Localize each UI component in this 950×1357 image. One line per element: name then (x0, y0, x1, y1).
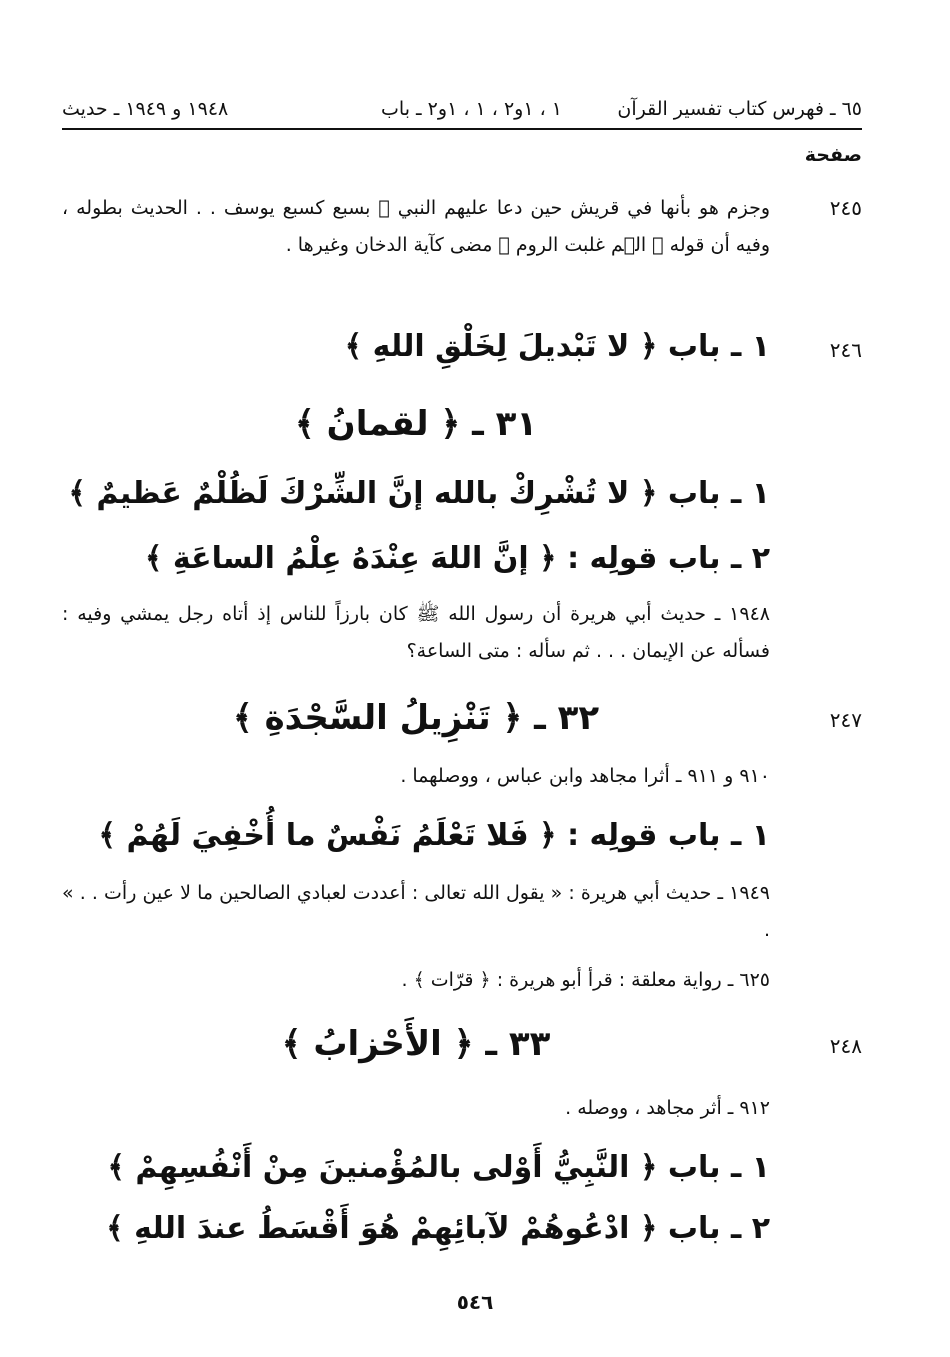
bab-heading: ١ ـ باب قولِه : ﴿ فَلا تَعْلَمُ نَفْسٌ ما أُخْفِيَ لَهُمْ ﴾ (98, 818, 770, 853)
page-number-footer: ٥٤٦ (456, 1290, 494, 1314)
bab-heading: ١ ـ باب ﴿ لا تُشْرِكْ بالله إنَّ الشِّرْكَ لَظُلْمٌ عَظيمٌ ﴾ (68, 476, 770, 511)
volume-page-number: ٢٤٨ (829, 1034, 862, 1058)
header-bab-range: ١ ، ١و٢ ، ١ ، ١و٢ ـ باب (381, 98, 562, 120)
hadith-entry: ١٩٤٨ ـ حديث أبي هريرة أن رسول الله ﷺ كان بارزاً للناس إذ أتاه رجل يمشي وفيه : فسأله عن الإيمان . . . ثم سأله : متى الساعة؟ (62, 603, 770, 662)
bab-heading: ١ ـ باب ﴿ لا تَبْديلَ لِخَلْقِ اللهِ ﴾ (344, 329, 770, 364)
volume-page-number: ٢٤٧ (829, 708, 862, 732)
header-rule (62, 128, 862, 130)
athar-entry: ٩١٠ و ٩١١ ـ أثرا مجاهد وابن عباس ، ووصلهما . (400, 765, 770, 787)
sura-heading: ٣٢ ـ ﴿ تَنْزِيلُ السَّجْدَةِ ﴾ (232, 698, 600, 738)
sura-heading: ٣١ ـ ﴿ لقمانُ ﴾ (294, 404, 538, 444)
header-hadith-range: ١٩٤٨ و ١٩٤٩ ـ حديث (62, 98, 229, 120)
bab-heading: ٢ ـ باب ﴿ ادْعُوهُمْ لآبائِهِمْ هُوَ أَقْسَطُ عندَ اللهِ ﴾ (106, 1211, 770, 1246)
header-chapter-title: ٦٥ ـ فهرس كتاب تفسير القرآن (617, 98, 862, 120)
volume-page-number: ٢٤٦ (829, 338, 862, 362)
hadith-entry: ١٩٤٩ ـ حديث أبي هريرة : « يقول الله تعالى : أعددت لعبادي الصالحين ما لا عين رأت . . » . (62, 882, 770, 941)
volume-page-number: ٢٤٥ (829, 196, 862, 220)
sura-heading: ٣٣ ـ ﴿ الأَحْزابُ ﴾ (281, 1024, 551, 1064)
riwaya-entry: ٦٢٥ ـ رواية معلقة : قرأ أبو هريرة : ﴿ قرّات ﴾ . (401, 969, 770, 991)
entry-text: وجزم هو بأنها في قريش حين دعا عليهم النبي ﷺ بسبع كسبع يوسف . . الحديث بطوله ، وفيه أن قوله ﴿ الۤم غلبت الروم ﴾ مضى كآية الدخان وغيرها . (62, 197, 770, 256)
bab-heading: ١ ـ باب ﴿ النَّبِيُّ أَوْلى بالمُؤْمنينَ مِنْ أَنْفُسِهِمْ ﴾ (107, 1150, 770, 1185)
running-header (62, 98, 862, 122)
page-column-label: صفحة (804, 144, 862, 166)
bab-heading: ٢ ـ باب قولِه : ﴿ إنَّ اللهَ عِنْدَهُ عِلْمُ الساعَةِ ﴾ (144, 541, 770, 576)
athar-entry: ٩١٢ ـ أثر مجاهد ، ووصله . (565, 1097, 770, 1119)
